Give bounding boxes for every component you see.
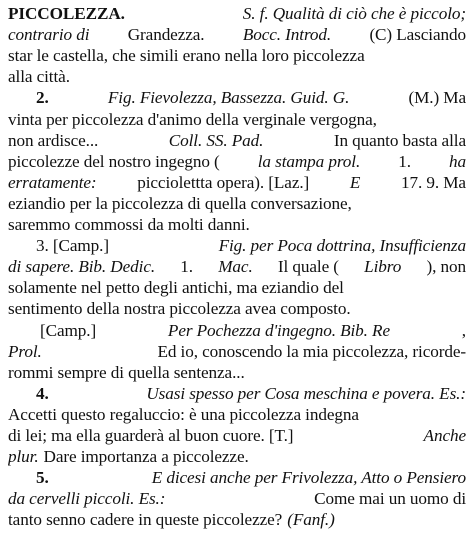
entry-text-segment: 1. (398, 151, 411, 171)
entry-text-segment: Fig. Fievolezza, Bassezza. Guid. G. (107, 88, 350, 108)
entry-text-segment: Prol. (8, 341, 42, 361)
entry-text-segment: Grandezza. (127, 25, 205, 45)
entry-text-segment: Ed io, conoscendo la mia piccolezza, ricorde- (157, 341, 466, 361)
entry-text-segment: tanto senno cadere in queste piccolezze? (8, 510, 283, 530)
entry-text-segment: Usasi spesso per Cosa meschina e povera. Es.: (146, 383, 466, 403)
entry-text-segment: In quanto basta alla (333, 130, 466, 150)
entry-text-segment: contrario di (8, 25, 90, 45)
entry-text-segment: Dare importanza a piccolezze. (43, 447, 249, 467)
entry-text-segment: 5. (36, 468, 49, 488)
entry-text-segment: Accetti questo regaluccio: è una piccolezza indegna (8, 404, 359, 424)
entry-text-segment: Mac. (218, 257, 253, 277)
entry-text-segment: eziandio per la piccolezza di quella conversazione, (8, 193, 352, 213)
entry-text-segment: erratamente: (8, 172, 97, 192)
entry-text-segment: piccolezze del nostro ingegno ( (8, 151, 220, 171)
entry-text-segment: Anche (423, 426, 466, 445)
entry-text-segment: di sapere. Bib. Dedic. (8, 257, 156, 277)
entry-text-segment: E (349, 172, 361, 192)
entry-text-segment: , (461, 320, 466, 340)
entry-text-segment: picciolettta opera). [Laz.] (137, 172, 310, 192)
entry-text-segment: Per Pochezza d'ingegno. Bib. Re (167, 320, 390, 340)
entry-line (8, 508, 466, 532)
entry-text-segment: PICCOLEZZA. (8, 4, 125, 23)
entry-text-segment: la stampa prol. (257, 151, 361, 171)
entry-text-segment: (Fanf.) (287, 510, 335, 530)
entry-text-segment: (M.) Ma (408, 88, 466, 108)
entry-text-segment: S. f. Qualità di ciò che è piccolo; (242, 4, 466, 23)
entry-text-segment: 17. 9. Ma (400, 172, 466, 192)
entry-text-segment: 2. (36, 88, 49, 108)
entry-text-segment: saremmo commossi da molti danni. (8, 215, 250, 234)
entry-text-segment: 1. (180, 257, 193, 277)
entry-text-segment: 4. (36, 383, 49, 403)
entry-text-segment: E dicesi anche per Frivolezza, Atto o Pensiero (151, 468, 466, 488)
entry-text-segment: Bocc. Introd. (242, 25, 332, 45)
entry-text-segment: star le castella, che simili erano nella loro piccolezza (8, 46, 365, 66)
entry-text-segment: da cervelli piccoli. Es.: (8, 489, 166, 509)
entry-text-segment: Coll. SS. Pad. (168, 130, 264, 150)
entry-text-segment: ha (449, 151, 466, 171)
entry-text-segment: Fig. per Poca dottrina, Insufficienza (218, 236, 466, 256)
entry-text-segment: di lei; ma ella guarderà al buon cuore. [T.] (8, 426, 294, 445)
entry-text-segment: Come mai un uomo di (314, 489, 466, 509)
entry-text-segment: alla città. (8, 67, 70, 87)
entry-text-segment: Libro (364, 257, 402, 277)
entry-text-segment: plur. (8, 447, 39, 467)
entry-text-segment: rommi sempre di quella sentenza... (8, 362, 245, 382)
entry-text-segment: (C) Lasciando (369, 25, 466, 45)
entry-text-segment: ), non (426, 257, 466, 277)
entry-text-segment: solamente nel petto degli antichi, ma eziandio del (8, 278, 344, 298)
entry-text-segment: sentimento della nostra piccolezza avea composto. (8, 299, 351, 319)
entry-text-segment: Il quale ( (277, 257, 339, 277)
entry-text-segment: 3. [Camp.] (36, 236, 109, 256)
entry-text-segment: [Camp.] (40, 320, 97, 340)
entry-text-segment: non ardisce... (8, 130, 99, 150)
entry-text-segment: vinta per piccolezza d'animo della verginale vergogna, (8, 109, 377, 129)
